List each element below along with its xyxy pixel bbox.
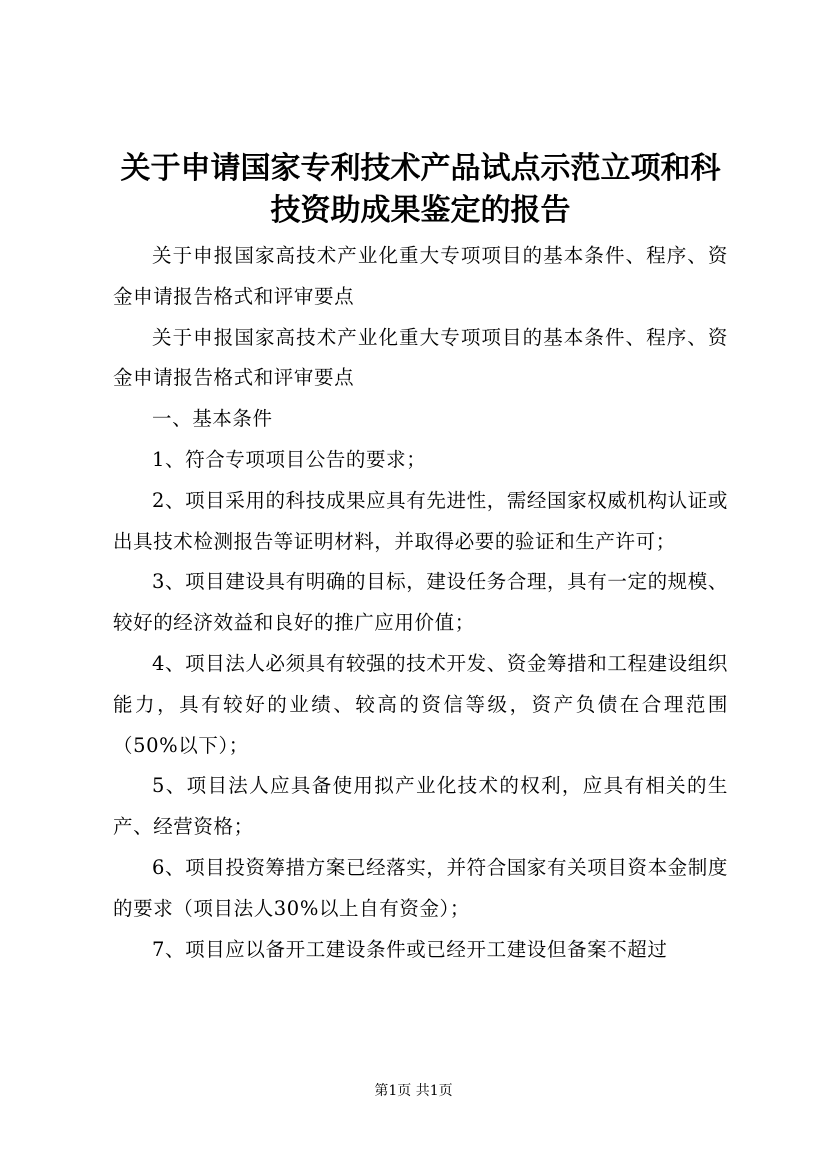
- list-item: 6、项目投资筹措方案已经落实，并符合国家有关项目资本金制度的要求（项目法人30%以上自有资金）；: [113, 855, 728, 920]
- paragraph: 关于申报国家高技术产业化重大专项项目的基本条件、程序、资金申请报告格式和评审要点: [113, 244, 728, 308]
- section-heading: 一、基本条件: [152, 407, 273, 431]
- list-item: 1、符合专项项目公告的要求；: [152, 447, 427, 471]
- list-item: 3、项目建设具有明确的目标，建设任务合理，具有一定的规模、较好的经济效益和良好的推广应用价值；: [113, 570, 728, 635]
- list-item: 2、项目采用的科技成果应具有先进性，需经国家权威机构认证或出具技术检测报告等证明材料，并取得必要的验证和生产许可；: [113, 488, 728, 553]
- page-number-footer: 第1页 共1页: [374, 1083, 453, 1099]
- list-item: 7、项目应以备开工建设条件或已经开工建设但备案不超过: [152, 937, 668, 961]
- document-title: 关于申请国家专利技术产品试点示范立项和科技资助成果鉴定的报告: [120, 151, 721, 228]
- paragraph: 关于申报国家高技术产业化重大专项项目的基本条件、程序、资金申请报告格式和评审要点: [113, 325, 728, 390]
- document-body: [113, 148, 728, 970]
- list-item: 5、项目法人应具备使用拟产业化技术的权利，应具有相关的生产、经营资格；: [113, 774, 728, 839]
- list-item: 4、项目法人必须具有较强的技术开发、资金筹措和工程建设组织能力，具有较好的业绩、较高的资信等级，资产负债在合理范围（50%以下）；: [113, 651, 728, 757]
